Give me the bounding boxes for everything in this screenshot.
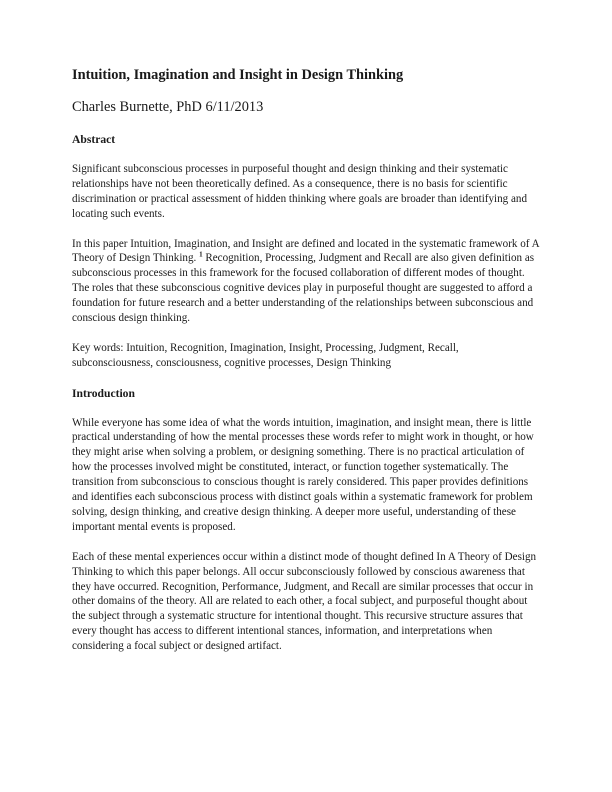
abstract-heading: Abstract [72, 133, 116, 146]
paper-title: Intuition, Imagination and Insight in Design Thinking [72, 67, 404, 83]
author-date-line: Charles Burnette, PhD 6/11/2013 [72, 99, 264, 115]
keywords-paragraph: Key words: Intuition, Recognition, Imagination, Insight, Processing, Judgment, Recall, subconsciousness, consciousness, cognitive processes, Design Thinking [72, 341, 459, 369]
abstract-paragraph-2-part-2: Recognition, Processing, Judgment and Recall are also given definition as subconscious processes in this framework for the focused collaboration of different modes of thought. The roles that these subconscious cognitive devices play in purposeful thought are suggested to afford a foundation for future research and a better understanding of the relationships between subconscious and conscious design thinking. [72, 252, 535, 325]
introduction-paragraph-2: Each of these mental experiences occur within a distinct mode of thought defined In A Theory of Design Thinking to which this paper belongs. All occur subconsciously followed by conscious awareness that they have occurred. Recognition, Performance, Judgment, and Recall are similar processes that occur in other domains of the theory. All are related to each other, a focal subject, and purposeful thought about the subject through a systematic structure for intentional thought. This recursive structure assures that every thought has access to different intentional stances, information, and interpretations when considering a focal subject or designed artifact. [72, 550, 537, 653]
introduction-heading: Introduction [72, 386, 135, 400]
abstract-paragraph-2-part-1: In this paper Intuition, Imagination, and Insight are defined and located in the systematic framework of A Theory of Design Thinking. [72, 237, 540, 265]
page-content [72, 66, 542, 669]
footnote-marker[interactable]: 1 [199, 250, 203, 259]
introduction-paragraph-1: While everyone has some idea of what the words intuition, imagination, and insight mean, there is little practical understanding of how the mental processes these words refer to might work in thought, or how they might arise when solving a problem, or designing something. There is no practical articulation of how the processes involved might be constituted, interact, or function together systematically. The transition from subconscious to conscious thought is rarely considered. This paper provides definitions and identifies each subconscious process with distinct goals within a systematic framework for problem solving, design thinking, and creative design thinking. A deeper more useful, understanding of these important mental events is proposed. [72, 416, 534, 533]
abstract-paragraph-1: Significant subconscious processes in purposeful thought and design thinking and their systematic relationships have not been theoretically defined. As a consequence, there is no basis for scientific discrimination or practical assessment of hidden thinking where goals are broader than identifying and locating such events. [72, 163, 528, 220]
abstract-paragraph-2 [72, 237, 542, 326]
